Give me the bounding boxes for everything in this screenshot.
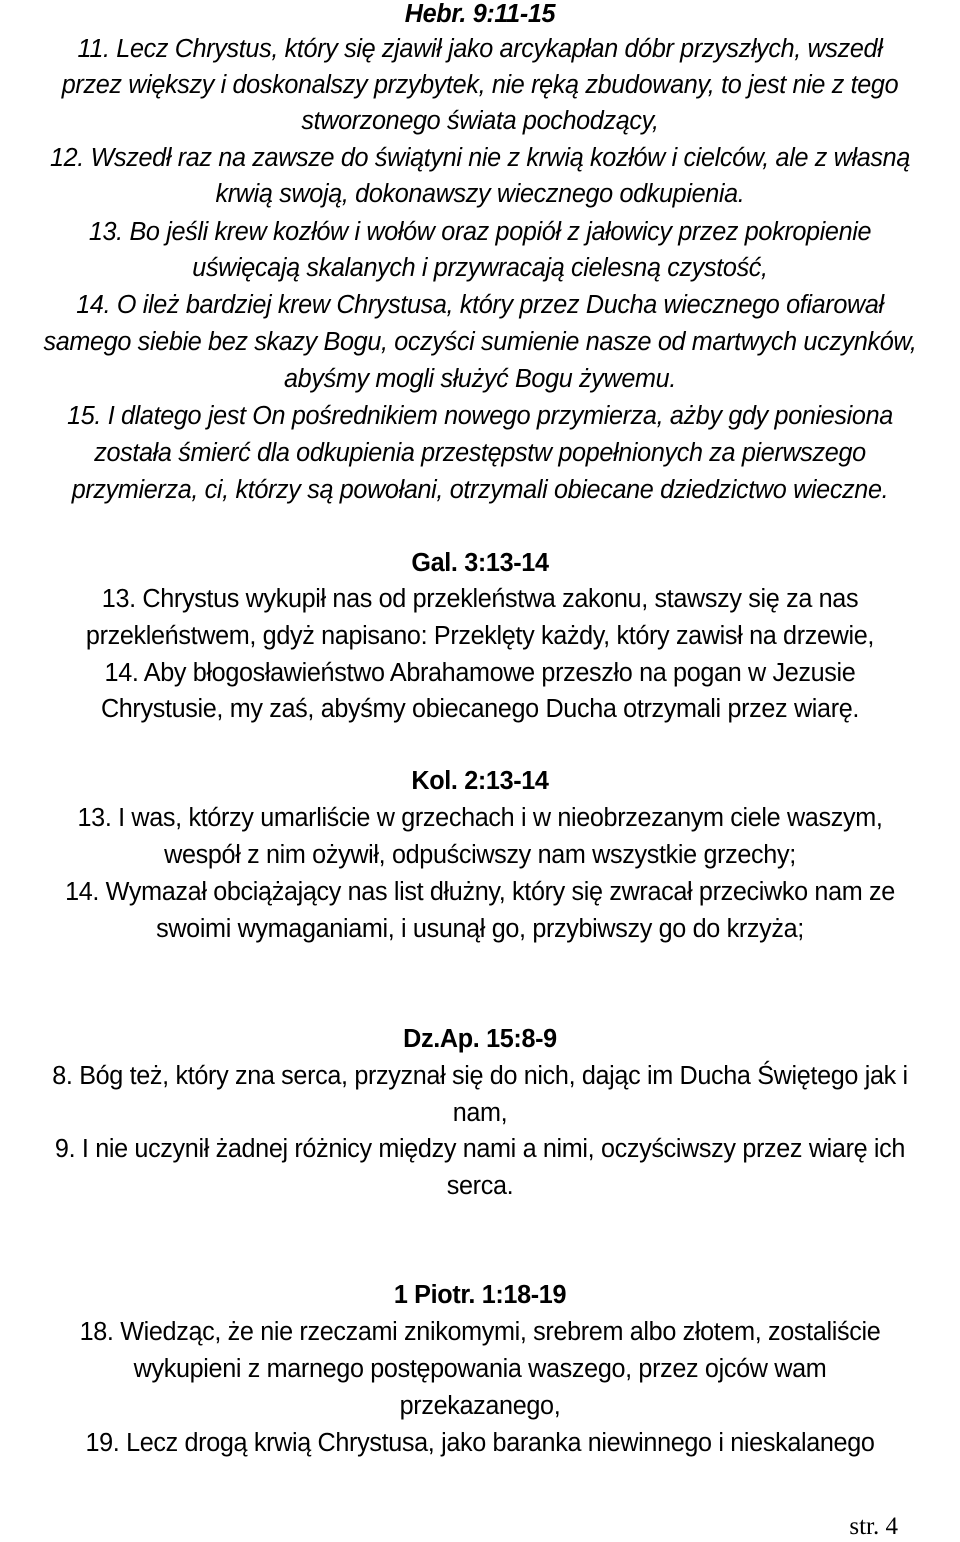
- page-number: str. 4: [849, 1513, 898, 1540]
- verse-line: serca.: [446, 1172, 514, 1200]
- section-heading-gal: Gal. 3:13-14: [411, 549, 549, 577]
- verse-line: 13. Bo jeśli krew kozłów i wołów oraz popiół z jałowicy przez pokropienie: [88, 218, 872, 246]
- verse-line: 15. I dlatego jest On pośrednikiem nowego przymierza, ażby gdy poniesiona: [67, 402, 893, 430]
- verse-line: została śmierć dla odkupienia przestępstw popełnionych za pierwszego: [94, 439, 866, 467]
- verse-line: samego siebie bez skazy Bogu, oczyści sumienie nasze od martwych uczynków,: [43, 328, 917, 356]
- verse-line: abyśmy mogli służyć Bogu żywemu.: [284, 365, 676, 393]
- verse-line: Chrystusie, my zaś, abyśmy obiecanego Ducha otrzymali przez wiarę.: [100, 695, 860, 723]
- verse-line: 14. Aby błogosławieństwo Abrahamowe przeszło na pogan w Jezusie: [104, 659, 856, 687]
- verse-line: wykupieni z marnego postępowania waszego, przez ojców wam: [133, 1355, 827, 1383]
- section-heading-piotr: 1 Piotr. 1:18-19: [393, 1281, 567, 1309]
- verse-line: 14. O ileż bardziej krew Chrystusa, który przez Ducha wiecznego ofiarował: [76, 291, 884, 319]
- verse-line: uświęcają skalanych i przywracają cielesną czystość,: [192, 254, 768, 282]
- verse-line: 12. Wszedł raz na zawsze do świątyni nie z krwią kozłów i cielców, ale z własną: [49, 144, 910, 172]
- verse-line: krwią swoją, dokonawszy wiecznego odkupienia.: [215, 180, 745, 208]
- verse-line: przez większy i doskonalszy przybytek, nie ręką zbudowany, to jest nie z tego: [61, 71, 899, 99]
- verse-line: przymierza, ci, którzy są powołani, otrzymali obiecane dziedzictwo wieczne.: [71, 476, 889, 504]
- verse-line: przekleństwem, gdyż napisano: Przeklęty każdy, który zawisł na drzewie,: [85, 622, 875, 650]
- section-heading-kol: Kol. 2:13-14: [411, 767, 549, 795]
- verse-line: 18. Wiedząc, że nie rzeczami znikomymi, srebrem albo złotem, zostaliście: [79, 1318, 881, 1346]
- verse-line: 14. Wymazał obciążający nas list dłużny, który się zwracał przeciwko nam ze: [65, 878, 895, 906]
- verse-line: stworzonego świata pochodzący,: [301, 107, 659, 135]
- verse-line: 11. Lecz Chrystus, który się zjawił jako arcykapłan dóbr przyszłych, wszedł: [77, 35, 883, 63]
- verse-line: 8. Bóg też, który zna serca, przyznał się do nich, dając im Ducha Świętego jak i: [52, 1062, 908, 1090]
- verse-line: nam,: [452, 1099, 508, 1127]
- verse-line: 19. Lecz drogą krwią Chrystusa, jako baranka niewinnego i nieskalanego: [85, 1429, 875, 1457]
- verse-line: 13. I was, którzy umarliście w grzechach i w nieobrzezanym ciele waszym,: [77, 804, 883, 832]
- verse-line: 13. Chrystus wykupił nas od przekleństwa zakonu, stawszy się za nas: [101, 585, 859, 613]
- verse-line: swoimi wymaganiami, i usunął go, przybiwszy go do krzyża;: [156, 915, 804, 943]
- verse-line: wespół z nim ożywił, odpuściwszy nam wszystkie grzechy;: [164, 841, 796, 869]
- section-heading-dzap: Dz.Ap. 15:8-9: [403, 1025, 557, 1053]
- verse-line: 9. I nie uczynił żadnej różnicy między nami a nimi, oczyściwszy przez wiarę ich: [54, 1135, 906, 1163]
- section-heading-hebr: Hebr. 9:11-15: [404, 0, 556, 28]
- verse-line: przekazanego,: [399, 1392, 561, 1420]
